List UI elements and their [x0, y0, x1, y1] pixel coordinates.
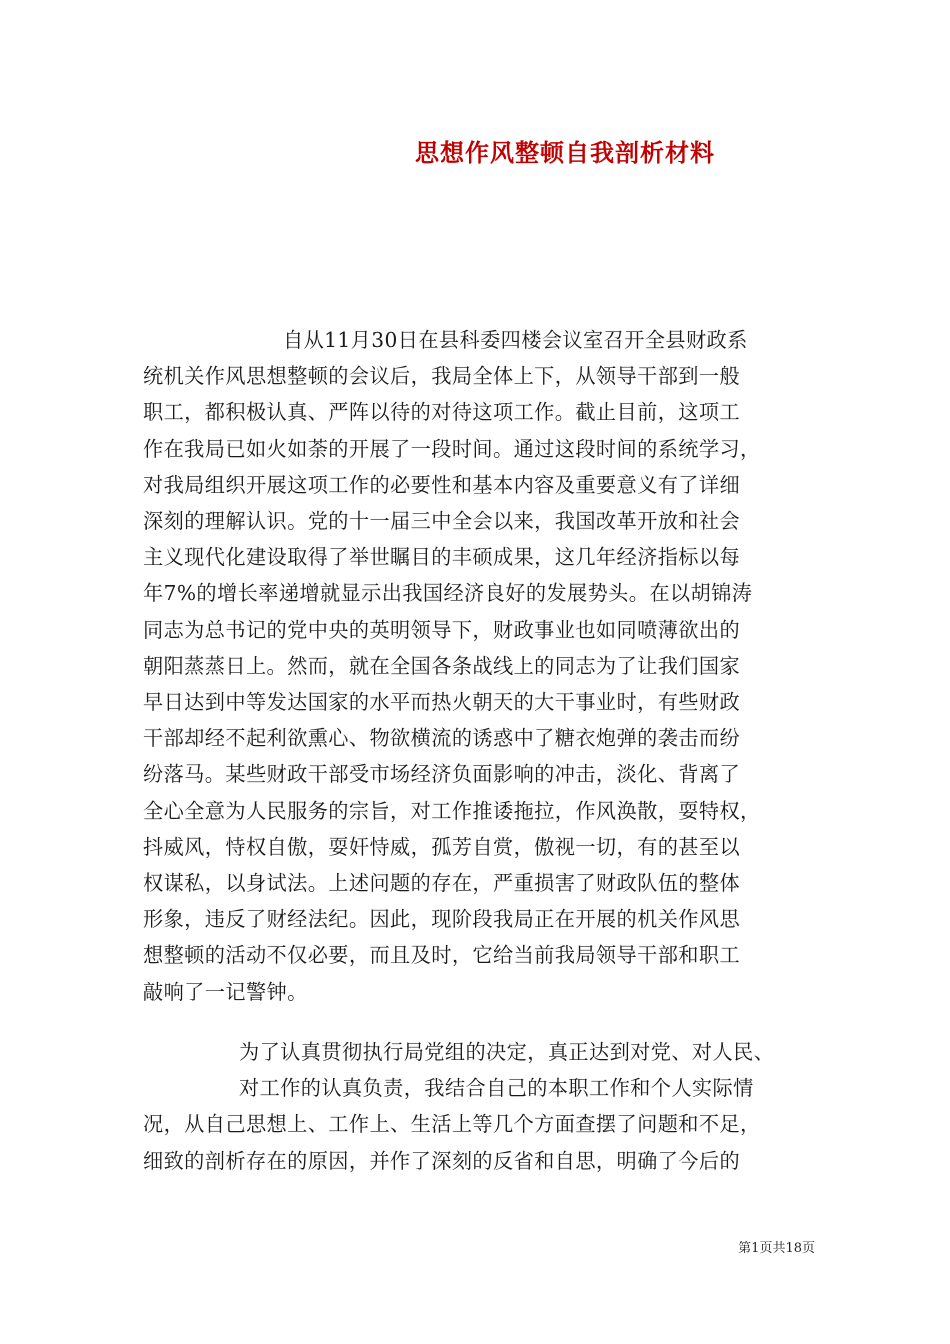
paragraph-1	[143, 322, 808, 1010]
document-title: 思想作风整顿自我剖析材料	[415, 138, 715, 167]
paragraph-line: 敲响了一记警钟。	[143, 979, 308, 1004]
paragraph-line: 深刻的理解认识。党的十一届三中全会以来，我国改革开放和社会	[143, 509, 741, 534]
paragraph-line: 对我局组织开展这项工作的必要性和基本内容及重要意义有了详细	[143, 472, 741, 497]
paragraph-line: 细致的剖析存在的原因，并作了深刻的反省和自思，明确了今后的	[143, 1148, 741, 1173]
paragraph-line: 职工，都积极认真、严阵以待的对待这项工作。截止目前，这项工	[143, 400, 741, 425]
paragraph-line: 为了认真贯彻执行局党组的决定，真正达到对党、对人民、	[239, 1040, 775, 1064]
paragraph-line: 对工作的认真负责，我结合自己的本职工作和个人实际情	[239, 1076, 754, 1101]
paragraph-line: 自从11月30日在县科委四楼会议室召开全县财政系	[283, 328, 748, 352]
paragraph-line: 况，从自己思想上、工作上、生活上等几个方面查摆了问题和不足，	[143, 1112, 761, 1137]
paragraph-line: 统机关作风思想整顿的会议后，我局全体上下，从领导干部到一般	[143, 364, 741, 389]
paragraph-line: 年7%的增长率递增就显示出我国经济良好的发展势头。在以胡锦涛	[143, 581, 753, 606]
paragraph-line: 抖威风，恃权自傲，耍奸恃威，孤芳自赏，傲视一切，有的甚至以	[143, 834, 741, 859]
paragraph-line: 形象，违反了财经法纪。因此，现阶段我局正在开展的机关作风思	[143, 907, 741, 932]
paragraph-line: 全心全意为人民服务的宗旨，对工作推诿拖拉，作风涣散，耍特权，	[143, 798, 761, 823]
paragraph-line: 同志为总书记的党中央的英明领导下，财政事业也如同喷薄欲出的	[143, 617, 741, 642]
paragraph-line: 干部却经不起利欲熏心、物欲横流的诱惑中了糖衣炮弹的袭击而纷	[143, 726, 741, 751]
paragraph-line: 早日达到中等发达国家的水平而热火朝天的大干事业时，有些财政	[143, 690, 741, 715]
paragraph-line: 纷落马。某些财政干部受市场经济负面影响的冲击，淡化、背离了	[143, 762, 741, 787]
page-number-footer: 第1页共18页	[738, 1241, 815, 1256]
paragraph-line: 想整顿的活动不仅必要，而且及时，它给当前我局领导干部和职工	[143, 943, 741, 968]
paragraph-line: 朝阳蒸蒸日上。然而，就在全国各条战线上的同志为了让我们国家	[143, 653, 741, 678]
paragraph-line: 主义现代化建设取得了举世瞩目的丰硕成果，这几年经济指标以每	[143, 545, 741, 570]
paragraph-2	[143, 1034, 808, 1179]
paragraph-line: 作在我局已如火如荼的开展了一段时间。通过这段时间的系统学习，	[143, 436, 761, 461]
paragraph-line: 权谋私，以身试法。上述问题的存在，严重损害了财政队伍的整体	[143, 871, 741, 896]
